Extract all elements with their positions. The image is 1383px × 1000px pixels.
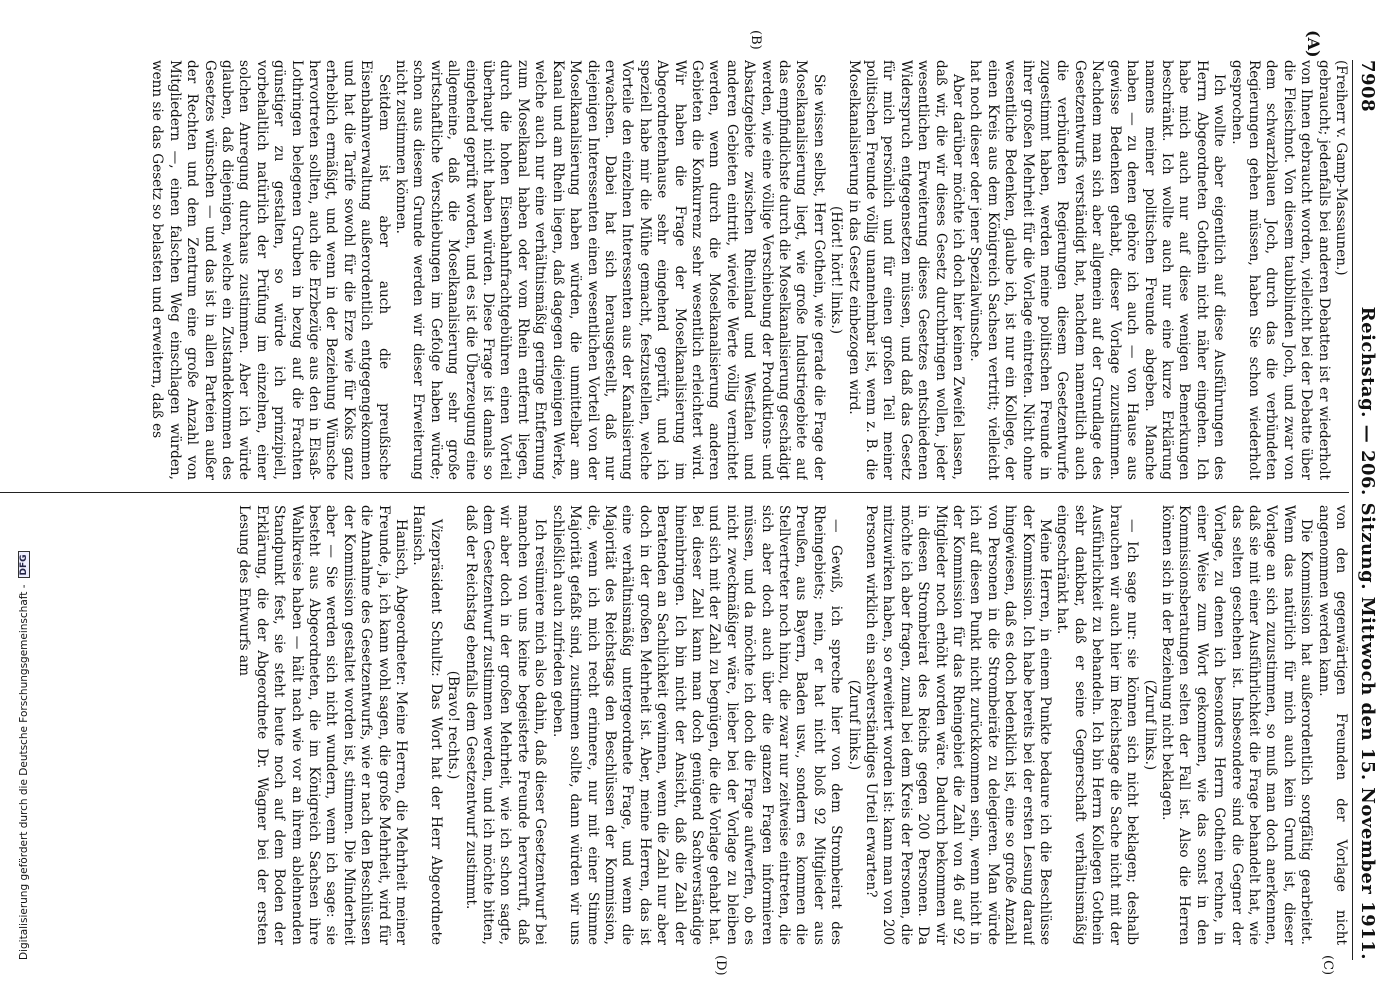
digitization-credit xyxy=(16,0,32,1000)
paragraph: Die Kommission hat außerordentlich sorgfältig gearbeitet. Wenn das natürlich für mich auch kein Grund ist, dieser Vorlage an sich zuzustimmen, so muß man doch anerkennen, daß sie mit einer Ausführlichkeit die Frage behandelt hat, wie das selten geschehen ist. Insbesondere sind die Gegner der Vorlage, zu denen ich besonders Herrn Gothein rechne, in einer Weise zum Wort gekommen, wie das sonst in den Kommissionsberatungen selten der Fall ist. Also die Herren können sich in der Beziehung nicht beklagen. xyxy=(1158,505,1315,945)
credit-text: Digitalisierung gefördert durch die Deutsche Forschungsgemeinschaft - xyxy=(18,584,30,960)
paragraph: — Gewiß, ich spreche hier von dem Strombeirat des Rheingebiets; nein, er hat nicht bloß 92 Mitglieder aus Preußen, aus Bayern, Baden usw., sondern es kommen die Stellvertreter noch hinzu, die zwar nur zeitweise eintreten, die sich aber doch auch über die ganzen Fragen informieren müssen, und da möchte ich doch die Frage aufwerfen, ob es nicht zweckmäßiger wäre, lieber bei der Vorlage zu bleiben und sich mit der Zahl zu begnügen, die die Vorlage gehabt hat. Bei dieser Zahl kann man doch genügend Sachverständige hineinbringen. Ich bin nicht der Ansicht, daß die Zahl der Beratenden an Sachlichkeit gewinnen, wenn die Zahl nur aber doch in der großen Mehrheit ist. Aber, meine Herren, das ist eine verhältnismäßig untergeordnete Frage, und wenn die Majorität des Reichstags den Beschlüssen der Kommission, die, wenn ich mich recht erinnere, nur mit einer Stimme Majorität gefaßt sind, zustimmen sollte, dann würden wir uns schließlich auch zufrieden geben. xyxy=(549,505,845,945)
paragraph: Sie wissen selbst, Herr Gothein, wie gerade die Frage der Moselkanalisierung liegt, wie große Industriegebiete auf das empfindlichste durch die Moselkanalisierung geschädigt werden, wie eine völlige Verschiebung der Produktions- und Absatzgebiete zwischen Rheinland und Westfalen und anderen Gebieten eintritt, wieviele Werte völlig vernichtet werden, wenn durch die Moselkanalisierung anderen Gebieten die Konkurrenz sehr wesentlich erleichtert wird. Wir haben die Frage der Moselkanalisierung im Abgeordnetenhause sehr eingehend geprüft, und ich speziell habe mir die Mühe gemacht, festzustellen, welche Vorteile den einzelnen Interessenten aus der Kanalisierung erwachsen. Dabei hat sich herausgestellt, daß nur diejenigen Interessenten einen wesentlichen Vorteil von der Moselkanalisierung haben würden, die unmittelbar am Kanal und am Rhein liegen, daß dagegen diejenigen Werke, welche auch nur eine verhältnismäßig geringe Entfernung zum Moselkanal haben oder vom Rhein entfernt liegen, durch die hohen Eisenbahnfrachtgebühren einen Vorteil überhaupt nicht haben würden. Diese Frage ist damals so eingehend geprüft worden, und es ist die Überzeugung eine allgemeine, daß die Moselkanalisierung sehr große wirtschaftliche Verschiebungen im Gefolge haben würde; schon aus diesem Grunde werden wir dieser Erweiterung nicht zustimmen können. xyxy=(393,60,827,480)
paragraph: Meine Herren, in einem Punkte bedaure ich die Beschlüsse der Kommission. Ich habe bereits bei der ersten Lesung darauf hingewiesen, daß es doch bedenklich ist, eine so große Anzahl von Personen in die Strombeiräte zu delegieren. Man würde ich auf diesen Punkt nicht zurückkommen sein, wenn nicht in der Kommission für das Rheingebiet die Zahl von 46 auf 92 Mitglieder noch erhöht worden wäre. Dadurch bekommen wir in diesen Strombeirat des Reichs gegen 200 Personen. Da möchte ich aber fragen, zumal bei dem Kreis der Personen, die mitzuwirken haben, so erweitert worden ist: kann man von 200 Personen wirklich ein sachverständiges Urteil erwarten? xyxy=(863,505,1054,945)
header-rule xyxy=(1352,60,1353,960)
margin-letter-a: (A) xyxy=(1304,30,1323,58)
paragraph: (Hört! hört! links.) xyxy=(828,205,845,335)
right-column xyxy=(0,505,1349,945)
paragraph: Ich wollte aber eigentlich auf diese Ausführungen des Herrn Abgeordneten Gothein nicht näher eingehen. Ich habe mich auch nur auf diese wenigen Bemerkungen beschränkt. Ich wollte auch nur eine kurze Erklärung namens meiner politischen Freunde abgeben. Manche haben — zu denen gehöre ich auch — von Hause aus gewisse Bedenken gehabt, dieser Vorlage zuzustimmen. Nachdem man sich aber allgemein auf der Grundlage des Gesetzentwurfs verständigt hat, nachdem namentlich auch die verbündeten Regierungen diesem Gesetzentwurfe zugestimmt haben, werden meine politischen Freunde in ihrer großen Mehrheit für die Vorlage eintreten. Nicht ohne wesentliche Bedenken, glaube ich, ist nur ein Kollege, der einen Kreis aus dem Königreich Sachsen vertritt; vielleicht hat noch dieser oder jener Spezialwünsche. xyxy=(967,60,1228,480)
paragraph: gebraucht; jedenfalls bei anderen Debatten ist er wiederholt von Ihnen gebraucht worden, vielleicht bei der Debatte über die Fleischnot. Von diesem taubblinden Joch, und zwar von dem schwarzblauen Joch, durch das die verbündeten Regierungen gehen müssen, haben Sie schon wiederholt gesprochen. xyxy=(1228,60,1332,480)
paragraph: Aber darüber möchte ich doch hier keinen Zweifel lassen, daß wir, die wir dieses Gesetz durchbringen wollen, jeder wesentlichen Erweiterung dieses Gesetzes entschiedenen Widerspruch entgegensetzen müssen, und daß das Gesetz für mich persönlich und für einen großen Teil meiner politischen Freunde völlig unannehmbar ist, wenn z. B. die Moselkanalisierung in das Gesetz einbezogen wird. xyxy=(845,60,967,480)
paragraph: (Zuruf links.) xyxy=(845,679,862,771)
paragraph: — Ich sage nur: sie können sich nicht beklagen; deshalb brauchen wir auch hier im Reichstage die Sache nicht mit der Ausführlichkeit zu behandeln. Ich bin Herrn Kollegen Gothein sehr dankbar, daß er seine Gegnerschaft verhältnismäßig eingeschränkt hat. xyxy=(1054,505,1141,945)
running-title: Reichstag. — 206. Sitzung. Mittwoch den 15. November 1911. xyxy=(1357,306,1379,960)
left-column xyxy=(0,60,1349,480)
paragraph: (Zuruf links.) xyxy=(1141,679,1158,771)
margin-letter-b: (B) xyxy=(748,30,763,50)
paragraph: von den gegenwärtigen Freunden der Vorlage nicht angenommen werden kann. xyxy=(1315,505,1349,945)
page-number: 7908 xyxy=(1357,60,1379,113)
margin-letter-d: (D) xyxy=(713,955,728,976)
paragraph: (Bravo! rechts.) xyxy=(445,670,462,780)
dfg-logo: DFG xyxy=(18,551,30,578)
page-header xyxy=(1353,60,1383,960)
column-divider xyxy=(0,492,1349,493)
paragraph: (Freiherr v. Gamp-Massaunen.) xyxy=(1333,60,1349,276)
margin-letter-c: (C) xyxy=(1320,955,1335,976)
paragraph: Seitdem ist aber auch die preußische Eisenbahnverwaltung außerordentlich entgegengekommen und hat die Tarife sowohl für die Erze wie für Koks ganz erheblich ermäßigt, und wenn in der Beziehung Wünsche hervortreten sollten, auch die Erzbezüge aus den in Elsaß-Lothringen belegenen Gruben in bezug auf die Frachten günstiger zu gestalten, so würde ich prinzipiell, vorbehaltlich natürlich der Prüfung im einzelnen, einer solchen Anregung durchaus zustimmen. Aber ich würde glauben, daß diejenigen, welche ein Zustandekommen des Gesetzes wünschen — und das ist in allen Parteien außer der Rechten und dem Zentrum eine große Anzahl von Mitgliedern —, einen falschen Weg einschlagen würden, wenn sie das Gesetz so belasten und erweitern, daß es xyxy=(149,60,392,480)
paragraph: Ich resümiere mich also dahin, daß dieser Gesetzentwurf bei manchen von uns keine begeisterte Freunde hervorruft, daß wir aber doch in der großen Mehrheit, wie ich schon sagte, dem Gesetzentwurf zustimmen werden, und ich möchte bitten, daß der Reichstag ebenfalls dem Gesetzentwurf zustimmt. xyxy=(462,505,549,945)
paragraph: Vizepräsident Schultz: Das Wort hat der Herr Abgeordnete Hanisch. xyxy=(410,505,444,945)
paragraph: Hanisch, Abgeordneter: Meine Herren, die Mehrheit meiner Freunde, ja, ich kann wohl sagen, die große Mehrheit, wird für die Annahme des Gesetzentwurfs, wie er nach den Beschlüssen der Kommission gestaltet worden ist, stimmen. Die Minderheit aber — Sie werden sich nicht wundern, wenn ich sage: sie besteht aus Abgeordneten, die im Königreich Sachsen ihre Wahlkreise haben — hält nach wie vor an ihrem ablehnenden Standpunkt fest, sie steht heute noch auf dem Boden der Erklärung, die der Abgeordnete Dr. Wagner bei der ersten Lesung des Entwurfs am xyxy=(236,505,410,945)
